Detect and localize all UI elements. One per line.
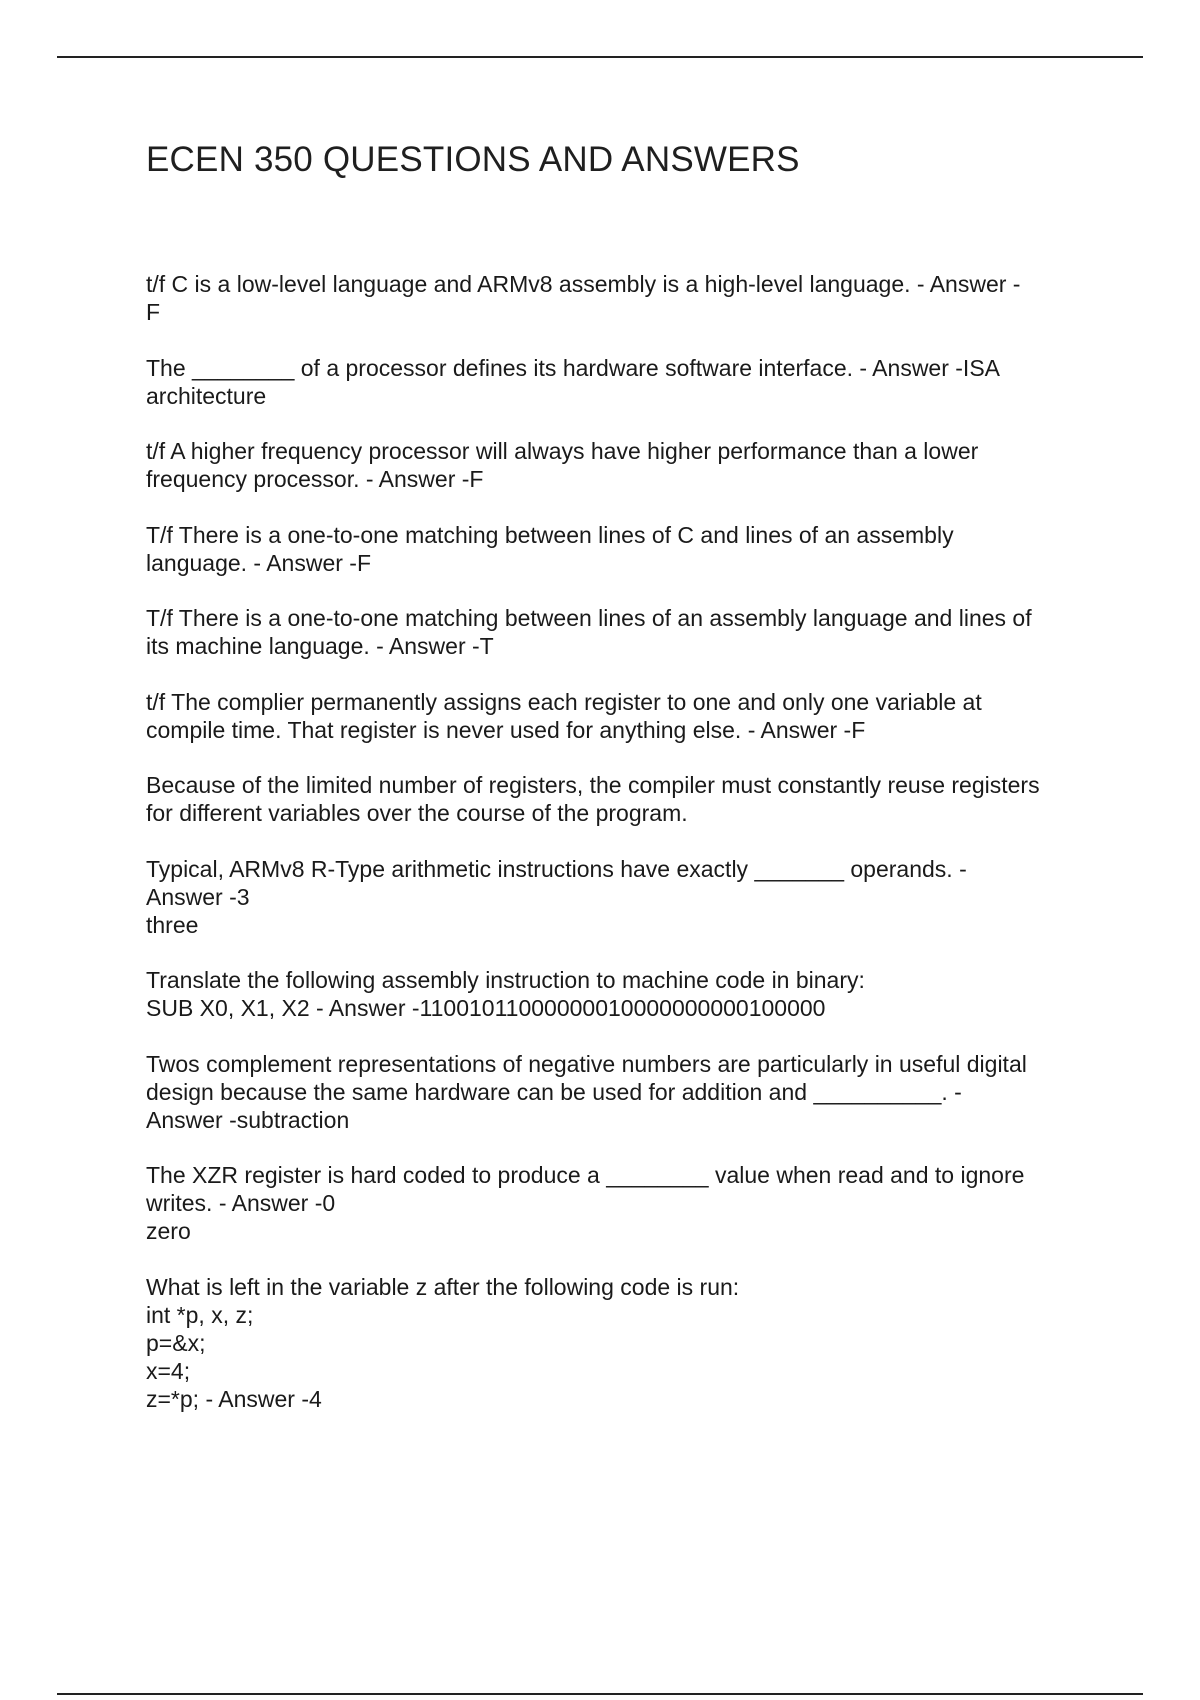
qa-line: design because the same hardware can be used for addition and __________. - bbox=[146, 1078, 962, 1105]
qa-item bbox=[146, 437, 1091, 493]
qa-line: compile time. That register is never used for anything else. - Answer -F bbox=[146, 716, 866, 743]
bottom-rule bbox=[57, 1693, 1143, 1695]
qa-item bbox=[146, 1273, 1091, 1413]
qa-line: p=&x; bbox=[146, 1329, 206, 1356]
qa-item bbox=[146, 1050, 1091, 1134]
qa-line: t/f C is a low-level language and ARMv8 assembly is a high-level language. - Answer - bbox=[146, 271, 1021, 297]
qa-line: Translate the following assembly instruction to machine code in binary: bbox=[146, 967, 865, 993]
qa-line: Answer -subtraction bbox=[146, 1106, 350, 1133]
qa-item bbox=[146, 855, 1091, 939]
qa-line: architecture bbox=[146, 382, 267, 409]
qa-item bbox=[146, 521, 1091, 577]
qa-line: Answer -3 bbox=[146, 883, 250, 910]
qa-line: The XZR register is hard coded to produce a ________ value when read and to ignore bbox=[146, 1162, 1025, 1188]
qa-line: x=4; bbox=[146, 1357, 191, 1384]
qa-line: t/f A higher frequency processor will always have higher performance than a lower bbox=[146, 438, 979, 464]
qa-line: int *p, x, z; bbox=[146, 1301, 254, 1328]
qa-line: writes. - Answer -0 bbox=[146, 1190, 336, 1216]
qa-line: T/f There is a one-to-one matching between lines of an assembly language and lines of bbox=[146, 605, 1032, 631]
qa-line: The ________ of a processor defines its hardware software interface. - Answer -ISA bbox=[146, 354, 1000, 381]
qa-line: language. - Answer -F bbox=[146, 549, 372, 576]
qa-line: SUB X0, X1, X2 - Answer -11001011000000010000000000100000 bbox=[146, 995, 826, 1021]
qa-item bbox=[146, 270, 1091, 326]
qa-item bbox=[146, 688, 1091, 744]
qa-item bbox=[146, 1161, 1091, 1245]
qa-item bbox=[146, 354, 1091, 410]
qa-line: What is left in the variable z after the following code is run: bbox=[146, 1273, 740, 1300]
document-title: ECEN 350 QUESTIONS AND ANSWERS bbox=[146, 140, 800, 179]
qa-item bbox=[146, 604, 1091, 660]
qa-item bbox=[146, 771, 1091, 827]
qa-line: Typical, ARMv8 R-Type arithmetic instructions have exactly _______ operands. - bbox=[146, 855, 967, 882]
qa-line: F bbox=[146, 299, 161, 325]
qa-line: its machine language. - Answer -T bbox=[146, 633, 494, 659]
top-rule bbox=[57, 56, 1143, 58]
qa-line: frequency processor. - Answer -F bbox=[146, 466, 484, 492]
qa-line: three bbox=[146, 911, 199, 938]
qa-line: for different variables over the course of the program. bbox=[146, 800, 688, 826]
qa-line: Twos complement representations of negative numbers are particularly in useful digital bbox=[146, 1050, 1027, 1077]
qa-list bbox=[146, 270, 1091, 1440]
qa-line: T/f There is a one-to-one matching between lines of C and lines of an assembly bbox=[146, 521, 954, 548]
qa-item bbox=[146, 966, 1091, 1022]
qa-line: Because of the limited number of registers, the compiler must constantly reuse registers bbox=[146, 772, 1040, 798]
qa-line: t/f The complier permanently assigns each register to one and only one variable at bbox=[146, 688, 982, 715]
qa-line: z=*p; - Answer -4 bbox=[146, 1385, 322, 1412]
qa-line: zero bbox=[146, 1218, 191, 1244]
